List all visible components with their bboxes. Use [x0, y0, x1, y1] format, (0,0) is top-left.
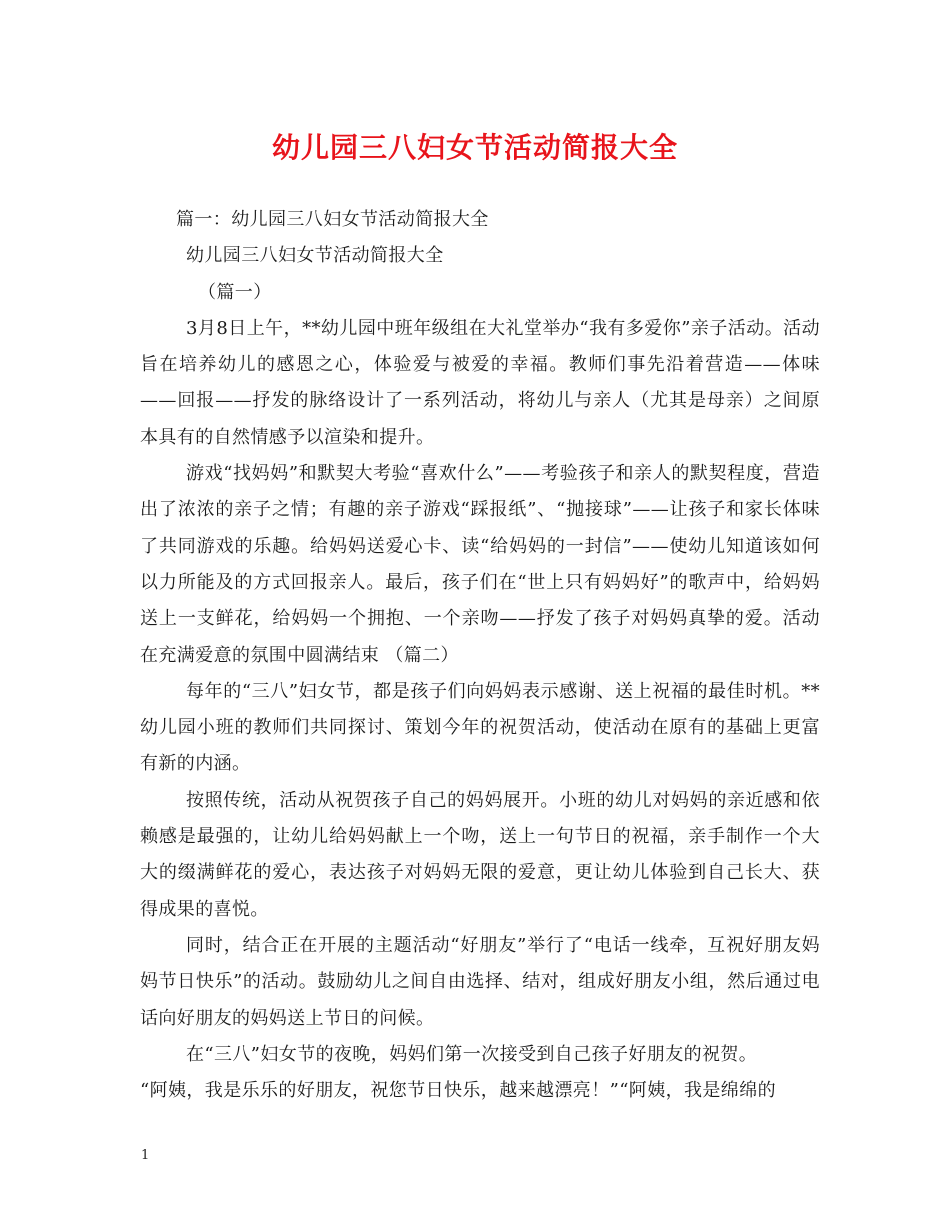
paragraph-5: 同时，结合正在开展的主题活动“好朋友”举行了“电话一线牵，互祝好朋友妈妈节日快乐”的活动。鼓励幼儿之间自由选择、结对，组成好朋友小组，然后通过电话向好朋友的妈妈送上节日的问候。 [140, 934, 820, 1029]
page-number: 1 [141, 1148, 150, 1163]
section-heading: 篇一：幼儿园三八妇女节活动简报大全 [176, 209, 489, 230]
document-subtitle: 幼儿园三八妇女节活动简报大全 [186, 245, 444, 267]
paragraph-6: 在“三八”妇女节的夜晚，妈妈们第一次接受到自己孩子好朋友的祝贺。 [186, 1043, 758, 1065]
paragraph-7: “阿姨，我是乐乐的好朋友，祝您节日快乐，越来越漂亮！”“阿姨，我是绵绵的 [140, 1080, 777, 1102]
paragraph-3: 每年的“三八”妇女节，都是孩子们向妈妈表示感谢、送上祝福的最佳时机。**幼儿园小班的教师们共同探讨、策划今年的祝贺活动，使活动在原有的基础上更富有新的内涵。 [140, 680, 820, 775]
paragraph-2: 游戏“找妈妈”和默契大考验“喜欢什么”——考验孩子和亲人的默契程度，营造出了浓浓的亲子之情；有趣的亲子游戏“踩报纸”、“抛接球”——让孩子和家长体味了共同游戏的乐趣。给妈妈送爱心卡、读“给妈妈的一封信”——使幼儿知道该如何以力所能及的方式回报亲人。最后，孩子们在“世上只有妈妈好”的歌声中，给妈妈送上一支鲜花，给妈妈一个拥抱、一个亲吻——抒发了孩子对妈妈真挚的爱。活动在充满爱意的氛围中圆满结束 （篇二） [140, 463, 820, 666]
document-title: 幼儿园三八妇女节活动简报大全 [271, 131, 678, 164]
document-body [140, 202, 820, 1109]
part-label: （篇一） [198, 281, 272, 303]
paragraph-1: 3月8日上午，**幼儿园中班年级组在大礼堂举办“我有多爱你”亲子活动。活动旨在培养幼儿的感恩之心，体验爱与被爱的幸福。教师们事先沿着营造——体味——回报——抒发的脉络设计了一系列活动，将幼儿与亲人（尤其是母亲）之间原本具有的自然情感予以渲染和提升。 [140, 317, 820, 448]
paragraph-4: 按照传统，活动从祝贺孩子自己的妈妈展开。小班的幼儿对妈妈的亲近感和依赖感是最强的，让幼儿给妈妈献上一个吻，送上一句节日的祝福，亲手制作一个大大的缀满鲜花的爱心，表达孩子对妈妈无限的爱意，更让幼儿体验到自己长大、获得成果的喜悦。 [140, 789, 820, 920]
